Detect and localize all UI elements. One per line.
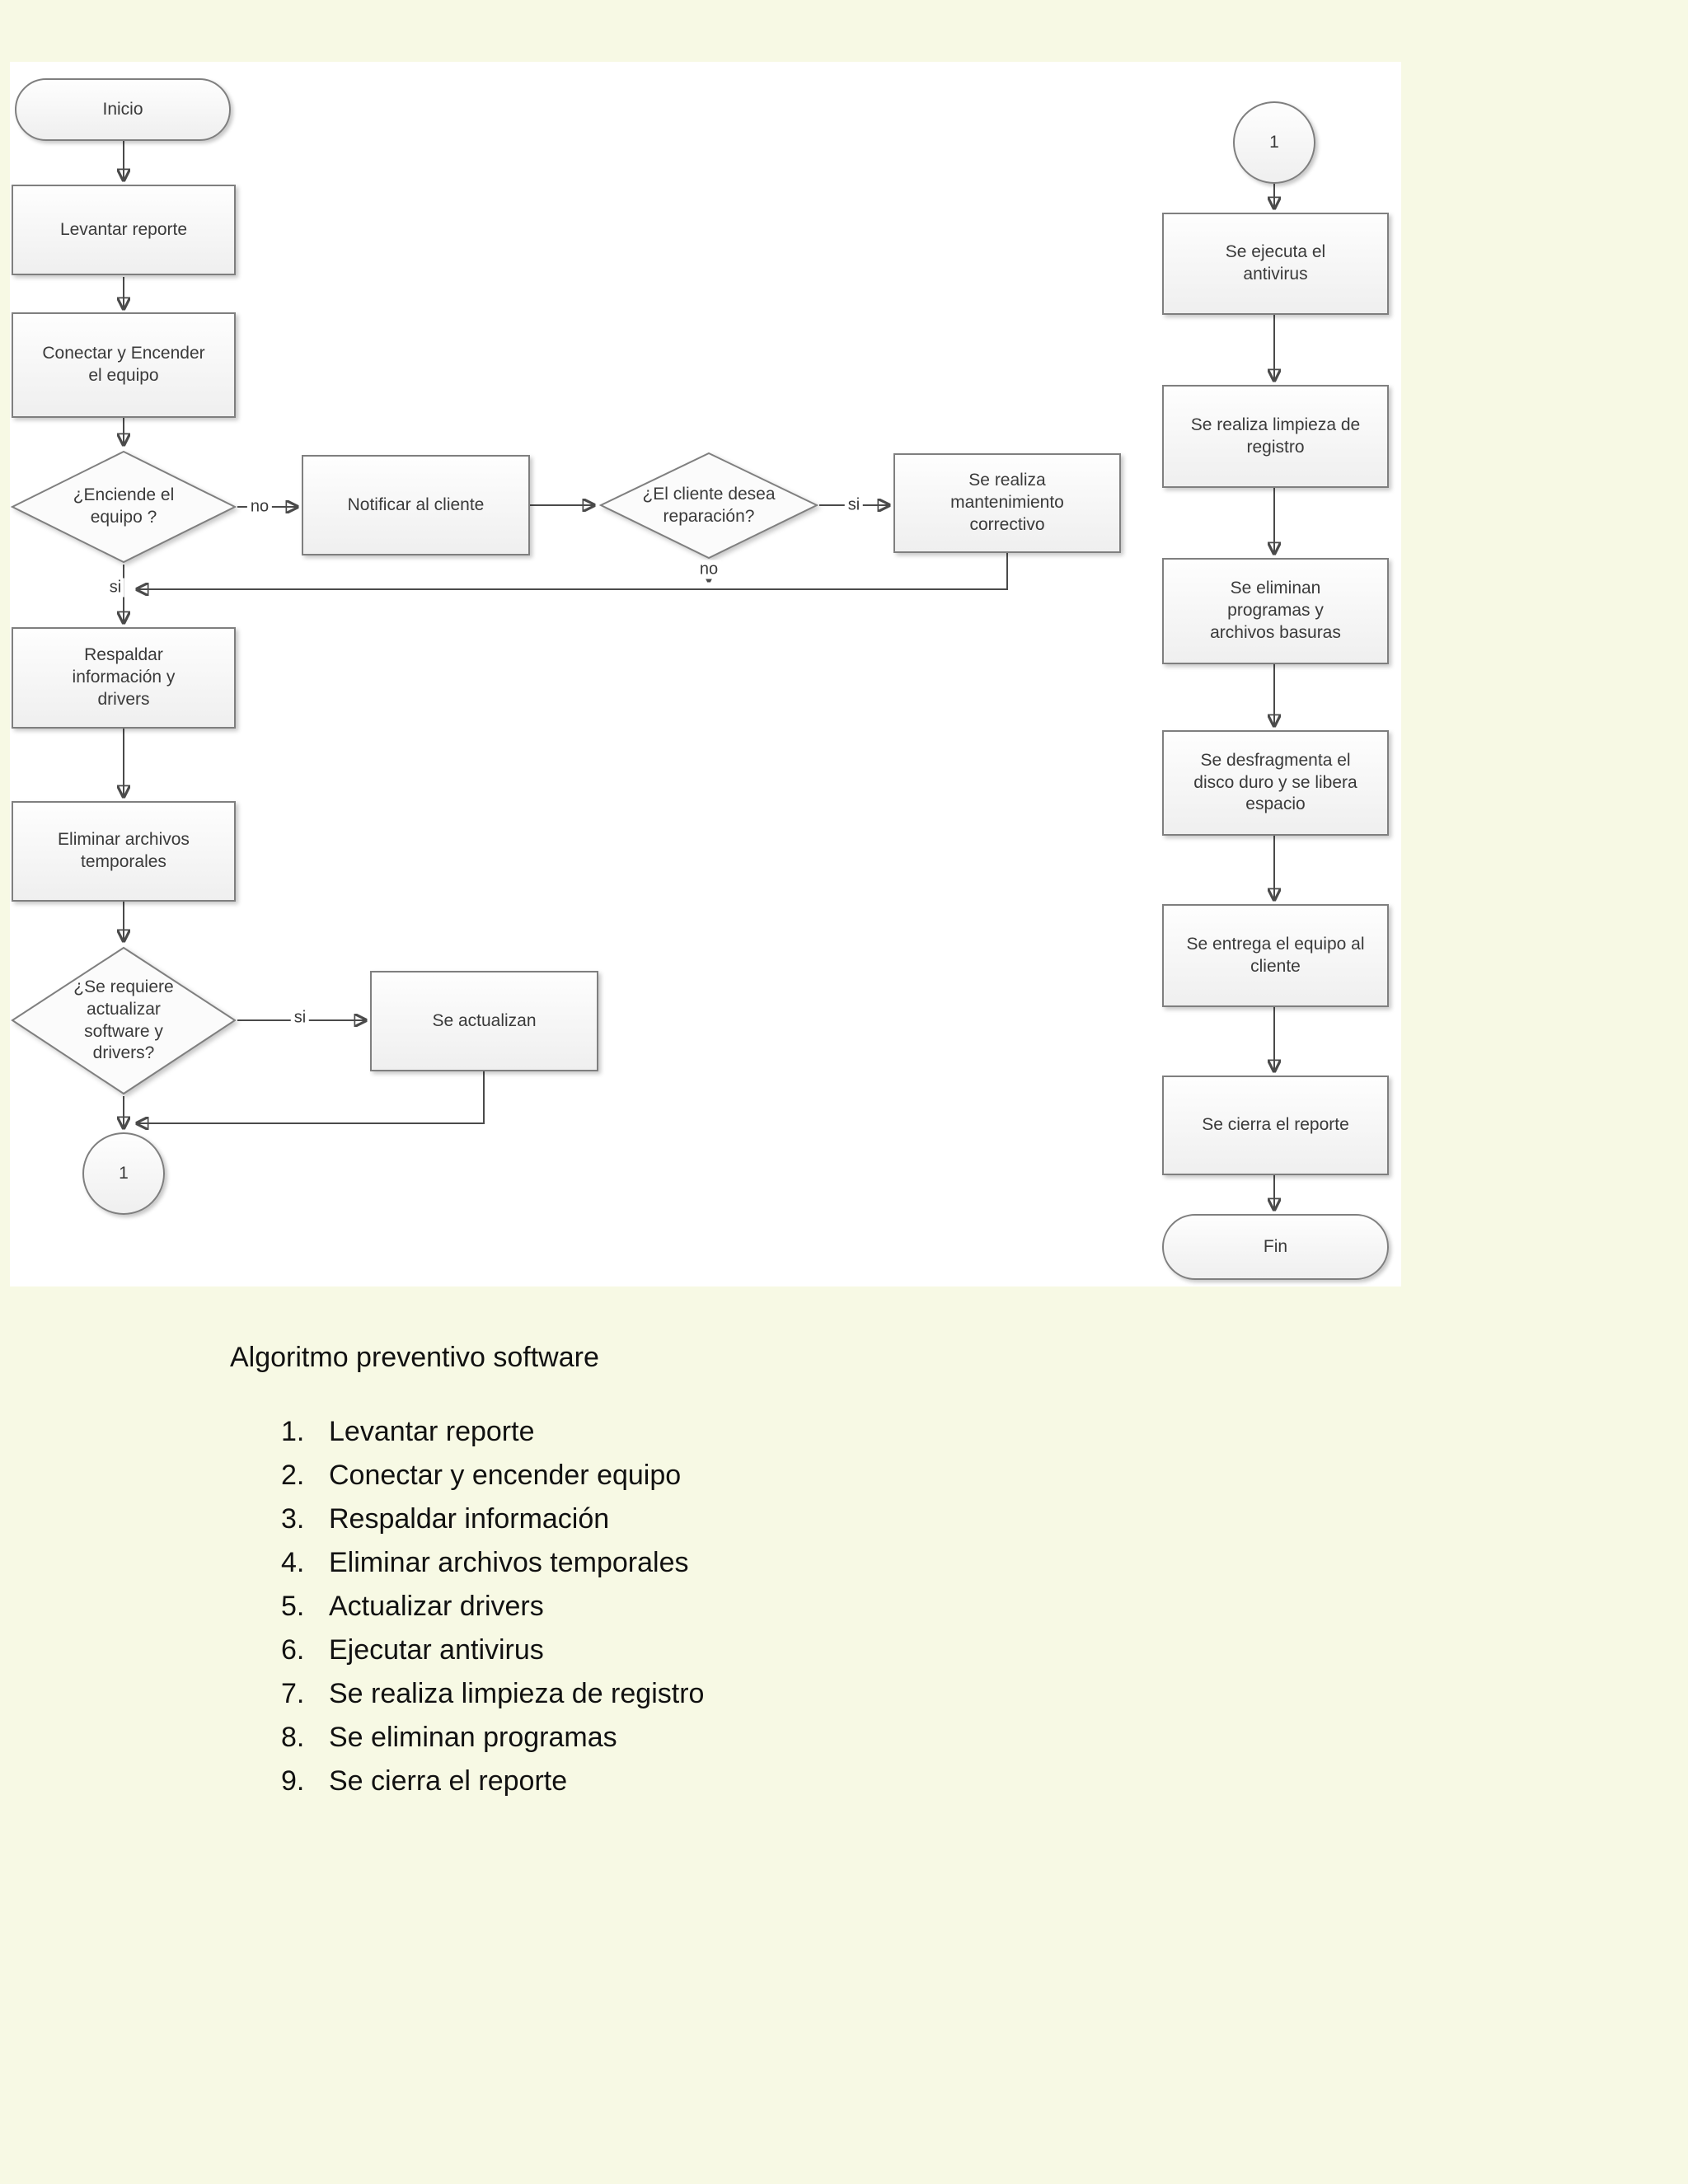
node-desfragmenta-disco [1162, 730, 1389, 836]
list-item-number: 6. [281, 1634, 305, 1666]
node-notificar-cliente [302, 455, 530, 555]
node-eliminan-programas [1162, 558, 1389, 664]
list-item-text: Eliminar archivos temporales [329, 1547, 689, 1578]
node-fin [1162, 1214, 1389, 1280]
node-limpieza-registro-label: Se realiza limpieza de registro [1190, 415, 1361, 457]
edge-label-si-reparacion: si [845, 496, 863, 515]
list-item-text: Respaldar información [329, 1503, 610, 1535]
list-item-number: 4. [281, 1547, 305, 1578]
node-conectar-encender [12, 312, 236, 418]
connector-1-left [82, 1132, 165, 1215]
flowchart-panel [10, 62, 1401, 1286]
list-item-text: Actualizar drivers [329, 1591, 544, 1622]
node-inicio-label: Inicio [102, 99, 143, 119]
node-limpieza-registro [1162, 385, 1389, 488]
list-item-text: Conectar y encender equipo [329, 1460, 682, 1491]
list-item-text: Ejecutar antivirus [329, 1634, 544, 1666]
list-item-number: 8. [281, 1722, 305, 1753]
notes-title: Algoritmo preventivo software [230, 1342, 599, 1373]
node-respaldar-informacion-label: Respaldar información y drivers [72, 645, 176, 709]
node-cierra-reporte [1162, 1076, 1389, 1175]
node-levantar-reporte [12, 185, 236, 275]
list-item [230, 1629, 1384, 1672]
list-item [230, 1541, 1384, 1585]
node-mantenimiento-correctivo-label: Se realiza mantenimiento correctivo [950, 471, 1064, 534]
list-item [230, 1672, 1384, 1716]
list-item [230, 1497, 1384, 1541]
edge-label-si-enciende: si [106, 579, 124, 598]
edge-label-si-actualizar: si [291, 1009, 309, 1028]
list-item-text: Se realiza limpieza de registro [329, 1678, 705, 1709]
node-fin-label: Fin [1263, 1236, 1288, 1256]
edge-label-no-reparacion: no [696, 560, 721, 579]
list-item-number: 7. [281, 1678, 305, 1709]
list-item [230, 1410, 1384, 1454]
list-item-number: 2. [281, 1460, 305, 1491]
node-conectar-encender-label: Conectar y Encender el equipo [42, 344, 205, 385]
connector-1-left-label: 1 [119, 1163, 129, 1183]
list-item-number: 3. [281, 1503, 305, 1535]
decision-cliente-desea-reparacion [598, 451, 819, 560]
node-entrega-equipo-label: Se entrega el equipo al cliente [1186, 934, 1365, 976]
decision-cliente-desea-reparacion-label: ¿El cliente desea reparación? [642, 484, 776, 526]
list-item-number: 5. [281, 1591, 305, 1622]
decision-enciende-equipo-label: ¿Enciende el equipo ? [73, 485, 175, 527]
node-respaldar-informacion [12, 627, 236, 729]
node-eliminan-programas-label: Se eliminan programas y archivos basuras [1210, 579, 1341, 642]
list-item-number: 9. [281, 1765, 305, 1797]
list-item [230, 1716, 1384, 1760]
node-mantenimiento-correctivo [893, 453, 1121, 553]
node-ejecuta-antivirus-label: Se ejecuta el antivirus [1225, 242, 1326, 284]
list-item [230, 1585, 1384, 1629]
list-item [230, 1454, 1384, 1497]
node-desfragmenta-disco-label: Se desfragmenta el disco duro y se libera espacio [1193, 750, 1357, 814]
list-item [230, 1760, 1384, 1803]
node-notificar-cliente-label: Notificar al cliente [347, 494, 485, 514]
list-item-text: Levantar reporte [329, 1416, 535, 1447]
connector-1-right-label: 1 [1269, 132, 1279, 152]
decision-enciende-equipo [10, 449, 237, 565]
connector-1-right [1233, 101, 1315, 184]
list-item-text: Se eliminan programas [329, 1722, 617, 1753]
node-cierra-reporte-label: Se cierra el reporte [1202, 1115, 1349, 1135]
decision-actualizar-software-label: ¿Se requiere actualizar software y drivers? [73, 977, 174, 1063]
node-levantar-reporte-label: Levantar reporte [59, 219, 188, 239]
node-eliminar-temporales [12, 801, 236, 902]
decision-actualizar-software [10, 945, 237, 1096]
node-ejecuta-antivirus [1162, 213, 1389, 315]
node-se-actualizan [370, 971, 598, 1071]
list-item-number: 1. [281, 1416, 305, 1447]
node-se-actualizan-label: Se actualizan [432, 1010, 537, 1030]
notes-section [230, 1342, 1384, 1803]
edge-label-no-enciende: no [247, 498, 272, 517]
node-entrega-equipo [1162, 904, 1389, 1007]
node-inicio [15, 78, 231, 141]
node-eliminar-temporales-label: Eliminar archivos temporales [58, 830, 190, 871]
list-item-text: Se cierra el reporte [329, 1765, 568, 1797]
